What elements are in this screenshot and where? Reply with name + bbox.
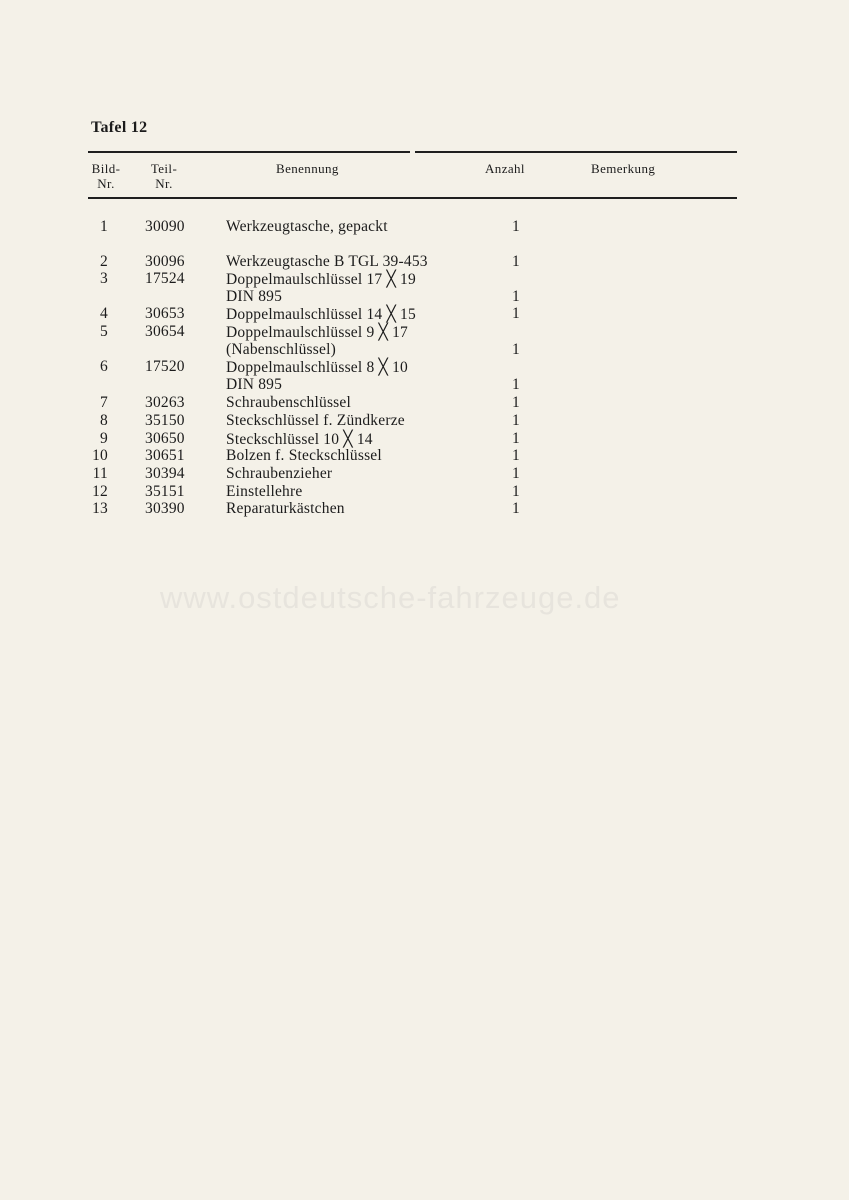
bild-cell: 2 [100,253,108,270]
watermark: www.ostdeutsche-fahrzeuge.de [160,580,621,615]
header-bild-line2: Nr. [97,176,115,191]
header-rule-top-left [88,151,410,153]
teil-nr-cell: 35150 [145,412,185,429]
benennung-cell: DIN 895 [226,376,283,393]
anzahl-cell: 1 [512,305,520,322]
bild-cell: 4 [100,305,108,322]
bild-cell: 13 [92,500,108,517]
benennung-cell: Werkzeugtasche, gepackt [226,218,388,235]
teil-nr-cell: 30263 [145,394,185,411]
page-title: Tafel 12 [91,119,148,136]
anzahl-cell: 1 [512,218,520,235]
bild-cell: 8 [100,412,108,429]
anzahl-cell: 1 [512,483,520,500]
bild-cell: 7 [100,394,108,411]
header-anzahl: Anzahl [485,161,525,176]
benennung-cell: Steckschlüssel f. Zündkerze [226,412,405,429]
anzahl-cell: 1 [512,394,520,411]
benennung-cell: DIN 895 [226,288,283,305]
teil-nr-cell: 30096 [145,253,185,270]
teil-nr-cell: 30654 [145,323,185,340]
benennung-cell: Reparaturkästchen [226,500,345,517]
header-bild-nr [82,161,130,191]
bild-cell: 12 [92,483,108,500]
benennung-cell: (Nabenschlüssel) [226,341,336,358]
benennung-cell: Doppelmaulschlüssel 9 ╳ 17 [226,324,408,341]
anzahl-cell: 1 [512,447,520,464]
benennung-cell: Bolzen f. Steckschlüssel [226,447,382,464]
teil-nr-cell: 30653 [145,305,185,322]
header-rule-bottom [88,197,737,199]
header-bild-line1: Bild- [91,161,121,176]
teil-nr-cell: 30650 [145,430,185,447]
anzahl-cell: 1 [512,430,520,447]
bild-cell: 11 [92,465,108,482]
benennung-cell: Werkzeugtasche B TGL 39-453 [226,253,428,270]
teil-nr-cell: 35151 [145,483,185,500]
benennung-cell: Schraubenzieher [226,465,333,482]
teil-nr-cell: 30651 [145,447,185,464]
header-teil-line2: Nr. [155,176,173,191]
bild-cell: 5 [100,323,108,340]
teil-nr-cell: 30390 [145,500,185,517]
benennung-cell: Steckschlüssel 10 ╳ 14 [226,431,373,448]
anzahl-cell: 1 [512,465,520,482]
benennung-cell: Schraubenschlüssel [226,394,351,411]
bild-cell: 3 [100,270,108,287]
bild-cell: 9 [100,430,108,447]
anzahl-cell: 1 [512,288,520,305]
bild-cell: 10 [92,447,108,464]
header-teil-line1: Teil- [150,161,178,176]
header-bemerkung: Bemerkung [591,161,656,176]
anzahl-cell: 1 [512,341,520,358]
benennung-cell: Doppelmaulschlüssel 14 ╳ 15 [226,306,416,323]
teil-nr-cell: 30394 [145,465,185,482]
anzahl-cell: 1 [512,376,520,393]
benennung-cell: Doppelmaulschlüssel 17 ╳ 19 [226,271,416,288]
benennung-cell: Doppelmaulschlüssel 8 ╳ 10 [226,359,408,376]
header-benennung: Benennung [276,161,339,176]
header-rule-top-right [415,151,737,153]
anzahl-cell: 1 [512,412,520,429]
bild-cell: 1 [100,218,108,235]
header-teil-nr [140,161,188,191]
anzahl-cell: 1 [512,253,520,270]
teil-nr-cell: 17520 [145,358,185,375]
bild-cell: 6 [100,358,108,375]
teil-nr-cell: 30090 [145,218,185,235]
benennung-cell: Einstellehre [226,483,303,500]
teil-nr-cell: 17524 [145,270,185,287]
anzahl-cell: 1 [512,500,520,517]
